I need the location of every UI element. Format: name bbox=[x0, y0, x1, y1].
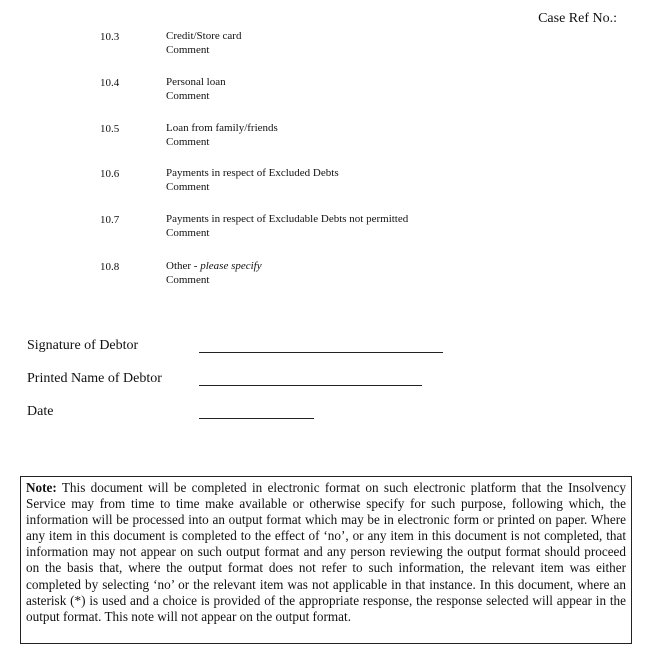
signature-label: Signature of Debtor bbox=[27, 338, 139, 353]
item-number: 10.6 bbox=[100, 168, 120, 180]
item-number: 10.7 bbox=[100, 214, 120, 226]
item-title-text: Payments in respect of Excluded Debts bbox=[166, 167, 339, 179]
item-title bbox=[166, 260, 262, 272]
item-10-8 bbox=[0, 258, 660, 292]
date-line[interactable] bbox=[199, 418, 314, 419]
item-10-4 bbox=[0, 74, 660, 108]
item-title bbox=[166, 76, 226, 88]
signature-row bbox=[0, 338, 660, 358]
item-title bbox=[166, 30, 241, 42]
item-comment: Comment bbox=[166, 136, 210, 148]
date-label: Date bbox=[27, 404, 54, 419]
item-10-5 bbox=[0, 120, 660, 154]
item-title-text: Other - bbox=[166, 260, 201, 272]
signature-line[interactable] bbox=[199, 352, 443, 353]
item-comment: Comment bbox=[166, 90, 210, 102]
item-title bbox=[166, 122, 278, 134]
note-box bbox=[20, 476, 632, 644]
date-row bbox=[0, 404, 660, 424]
item-10-6 bbox=[0, 165, 660, 199]
item-title-text: Payments in respect of Excludable Debts not permitted bbox=[166, 213, 409, 225]
item-number: 10.8 bbox=[100, 261, 120, 273]
item-number: 10.5 bbox=[100, 123, 120, 135]
printed-name-row bbox=[0, 371, 660, 391]
item-comment: Comment bbox=[166, 44, 210, 56]
printed-name-line[interactable] bbox=[199, 385, 422, 386]
note-paragraph bbox=[26, 480, 626, 625]
item-10-3 bbox=[0, 28, 660, 62]
item-comment: Comment bbox=[166, 274, 210, 286]
item-title bbox=[166, 167, 339, 179]
item-number: 10.3 bbox=[100, 31, 120, 43]
item-title bbox=[166, 213, 408, 225]
item-10-7 bbox=[0, 211, 660, 245]
item-title-text: Personal loan bbox=[166, 76, 226, 88]
item-title-text: Credit/Store card bbox=[166, 30, 242, 42]
item-comment: Comment bbox=[166, 227, 210, 239]
printed-name-label: Printed Name of Debtor bbox=[27, 371, 162, 386]
item-title-text: Loan from family/friends bbox=[166, 122, 278, 134]
case-ref-label: Case Ref No.: bbox=[538, 11, 617, 26]
note-label: Note: bbox=[26, 480, 57, 495]
item-comment: Comment bbox=[166, 181, 210, 193]
item-number: 10.4 bbox=[100, 77, 120, 89]
note-text: This document will be completed in electronic format on such electronic platform that the Insolvency Service may from time to time make available or otherwise specify for such purpose, following which, the information will be processed into an output format which may be in electronic form or printed on paper. Where any item in this document is completed to the effect of ‘no’, or any item in this document is not completed, that information may not appear on such output format and any person reviewing the output format should proceed on the basis that, where the output format does not refer to such information, the relevant item was either completed by selecting ‘no’ or the relevant item was not applicable in that instance. In this document, where an asterisk (*) is used and a choice is provided of the appropriate response, the response selected will appear in the output format. This note will not appear on the output format. bbox=[26, 480, 626, 624]
item-title-emphasis: please specify bbox=[200, 260, 262, 272]
